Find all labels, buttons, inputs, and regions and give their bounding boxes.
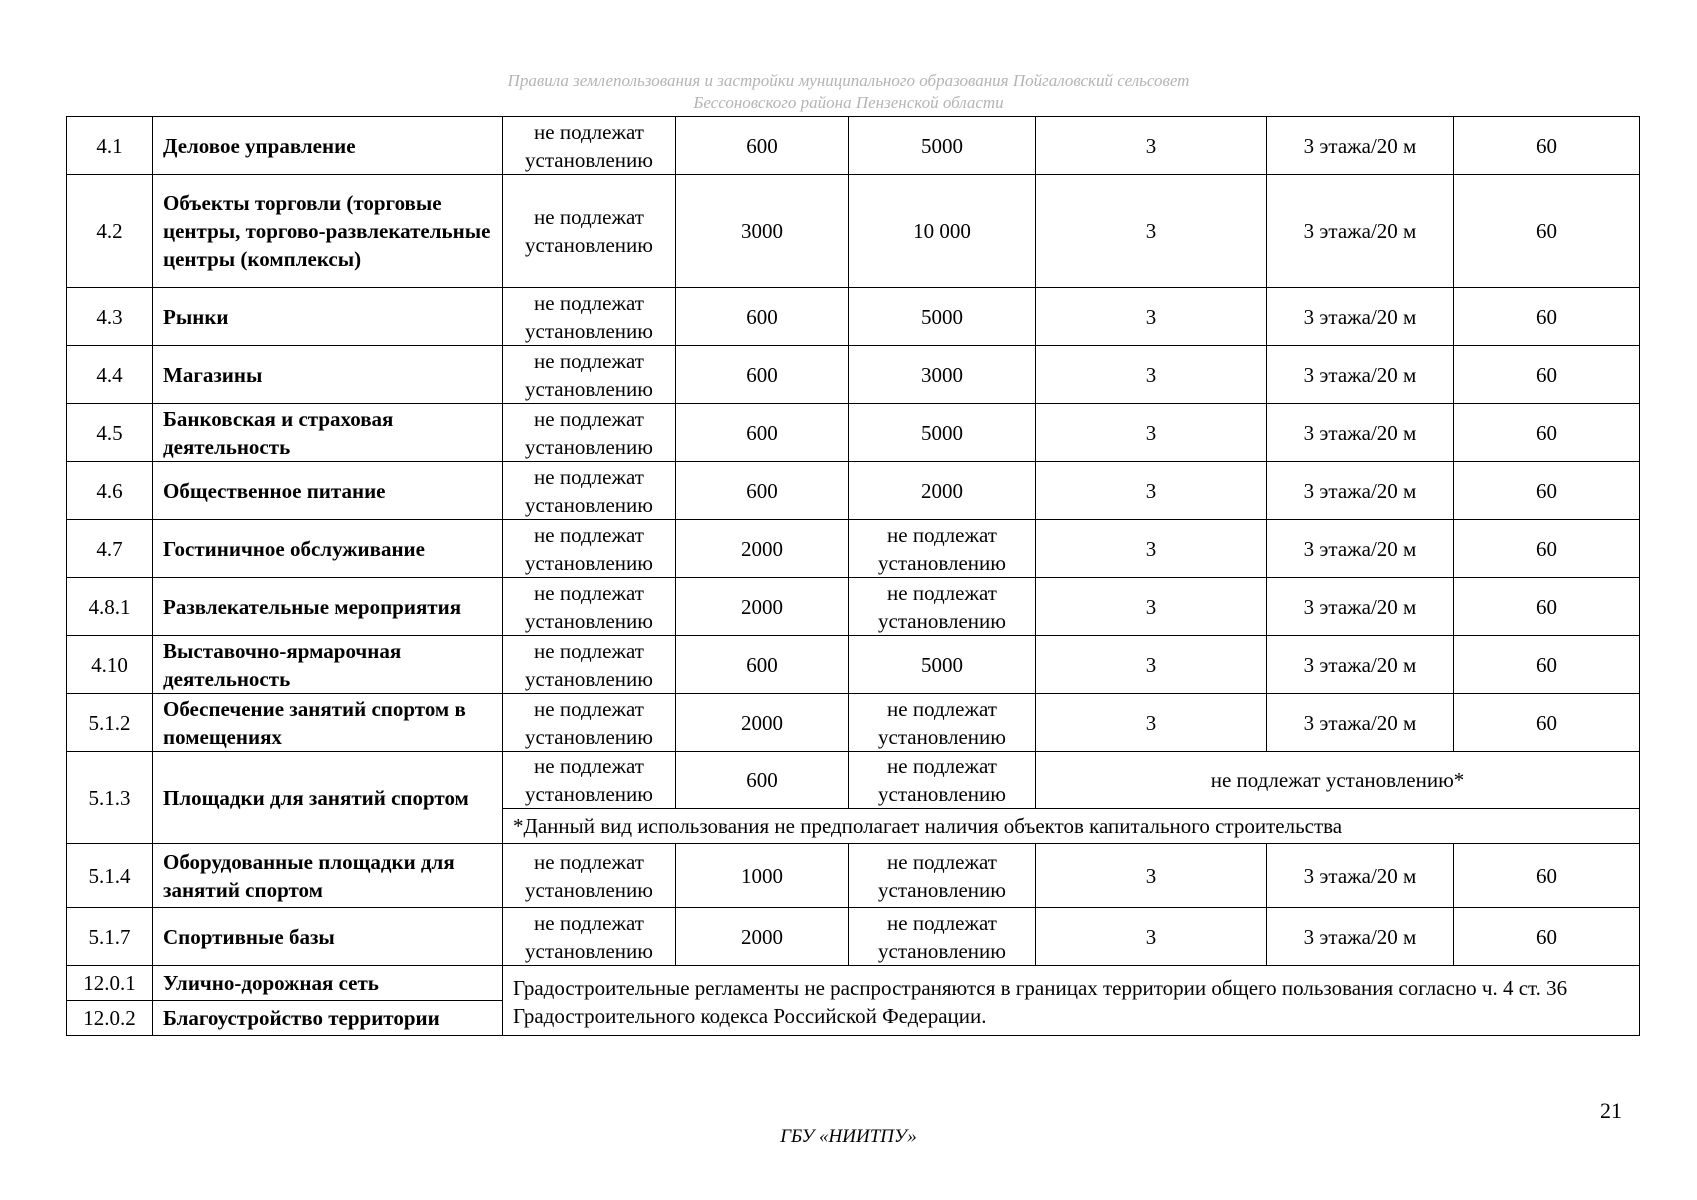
cell-value: 3 этажа/20 м <box>1267 462 1454 520</box>
cell-value: 3 этажа/20 м <box>1267 578 1454 636</box>
merged-cell: не подлежат установлению* <box>1036 752 1640 809</box>
cell-min-size: не подлежат установлению <box>503 578 676 636</box>
table-row <box>67 908 1640 966</box>
row-code: 5.1.7 <box>67 908 153 966</box>
cell-value: 1000 <box>676 844 849 908</box>
table-row <box>67 966 1640 1001</box>
table-row <box>67 578 1640 636</box>
cell-value: 3 <box>1036 578 1267 636</box>
row-code: 4.7 <box>67 520 153 578</box>
table-row <box>67 346 1640 404</box>
cell-value: 5000 <box>849 117 1036 175</box>
cell-value: 3 <box>1036 175 1267 288</box>
cell-value: 3 <box>1036 117 1267 175</box>
row-name: Благоустройство территории <box>153 1001 503 1036</box>
row-code: 4.10 <box>67 636 153 694</box>
cell-value: 60 <box>1454 636 1640 694</box>
cell-value: 600 <box>676 752 849 809</box>
regulation-note: Градостроительные регламенты не распространяются в границах территории общего пользования согласно ч. 4 ст. 36 Градостроительного кодекса Российской Федерации. <box>503 966 1640 1036</box>
cell-value: 10 000 <box>849 175 1036 288</box>
cell-value: 2000 <box>849 462 1036 520</box>
cell-value: 3 <box>1036 462 1267 520</box>
cell-value: 3 <box>1036 520 1267 578</box>
row-name: Улично-дорожная сеть <box>153 966 503 1001</box>
cell-value: не подлежат установлению <box>849 908 1036 966</box>
cell-value: 60 <box>1454 462 1640 520</box>
cell-value: не подлежат установлению <box>849 752 1036 809</box>
cell-value: 3 этажа/20 м <box>1267 520 1454 578</box>
cell-value: не подлежат установлению <box>849 844 1036 908</box>
row-code: 4.6 <box>67 462 153 520</box>
row-name: Гостиничное обслуживание <box>153 520 503 578</box>
row-name: Выставочно-ярмарочная деятельность <box>153 636 503 694</box>
cell-value: 2000 <box>676 578 849 636</box>
cell-value: 60 <box>1454 117 1640 175</box>
cell-value: 600 <box>676 462 849 520</box>
cell-value: 600 <box>676 636 849 694</box>
cell-value: 5000 <box>849 404 1036 462</box>
cell-min-size: не подлежат установлению <box>503 752 676 809</box>
cell-value: 3 этажа/20 м <box>1267 636 1454 694</box>
row-code: 5.1.2 <box>67 694 153 752</box>
cell-value: не подлежат установлению <box>849 578 1036 636</box>
row-name: Обеспечение занятий спортом в помещениях <box>153 694 503 752</box>
table-row <box>67 117 1640 175</box>
cell-value: 3 этажа/20 м <box>1267 844 1454 908</box>
table-row <box>67 288 1640 346</box>
cell-value: не подлежат установлению <box>849 520 1036 578</box>
row-name: Деловое управление <box>153 117 503 175</box>
cell-value: 60 <box>1454 346 1640 404</box>
cell-min-size: не подлежат установлению <box>503 520 676 578</box>
table-row <box>67 844 1640 908</box>
header-line-1: Правила землепользования и застройки муниципального образования Пойгаловский сельсовет <box>507 71 1190 90</box>
regulation-table <box>66 116 1640 1036</box>
cell-value: 3 этажа/20 м <box>1267 404 1454 462</box>
row-code: 5.1.4 <box>67 844 153 908</box>
cell-value: 60 <box>1454 520 1640 578</box>
cell-value: 3000 <box>676 175 849 288</box>
cell-value: 60 <box>1454 175 1640 288</box>
cell-value: 3 этажа/20 м <box>1267 694 1454 752</box>
cell-value: 3 <box>1036 694 1267 752</box>
cell-value: 2000 <box>676 908 849 966</box>
cell-min-size: не подлежат установлению <box>503 346 676 404</box>
row-code: 4.3 <box>67 288 153 346</box>
cell-min-size: не подлежат установлению <box>503 404 676 462</box>
footnote-cell: *Данный вид использования не предполагает наличия объектов капитального строительства <box>503 809 1640 844</box>
cell-min-size: не подлежат установлению <box>503 117 676 175</box>
cell-min-size: не подлежат установлению <box>503 908 676 966</box>
cell-value: 3 этажа/20 м <box>1267 117 1454 175</box>
cell-value: 60 <box>1454 844 1640 908</box>
cell-value: 600 <box>676 404 849 462</box>
cell-value: 3 этажа/20 м <box>1267 175 1454 288</box>
cell-value: 60 <box>1454 908 1640 966</box>
row-name: Объекты торговли (торговые центры, торгово-развлекательные центры (комплексы) <box>153 175 503 288</box>
header-line-2: Бессоновского района Пензенской области <box>693 93 1004 112</box>
cell-min-size: не подлежат установлению <box>503 462 676 520</box>
row-name: Спортивные базы <box>153 908 503 966</box>
cell-value: 5000 <box>849 288 1036 346</box>
row-code: 4.2 <box>67 175 153 288</box>
cell-min-size: не подлежат установлению <box>503 844 676 908</box>
row-name: Оборудованные площадки для занятий спортом <box>153 844 503 908</box>
cell-value: 60 <box>1454 404 1640 462</box>
table-row <box>67 520 1640 578</box>
row-name: Рынки <box>153 288 503 346</box>
cell-value: 3 этажа/20 м <box>1267 908 1454 966</box>
cell-value: 3 <box>1036 844 1267 908</box>
cell-min-size: не подлежат установлению <box>503 694 676 752</box>
page-number: 21 <box>1600 1098 1622 1123</box>
cell-value: 600 <box>676 288 849 346</box>
cell-value: 60 <box>1454 694 1640 752</box>
row-code: 4.5 <box>67 404 153 462</box>
cell-value: 60 <box>1454 288 1640 346</box>
row-code: 12.0.1 <box>67 966 153 1001</box>
row-code: 4.1 <box>67 117 153 175</box>
cell-value: 600 <box>676 346 849 404</box>
cell-value: 3 этажа/20 м <box>1267 288 1454 346</box>
cell-value: 3 <box>1036 908 1267 966</box>
page-footer: ГБУ «НИИТПУ» <box>780 1126 917 1147</box>
cell-value: 3000 <box>849 346 1036 404</box>
cell-value: 2000 <box>676 694 849 752</box>
cell-min-size: не подлежат установлению <box>503 175 676 288</box>
cell-value: 2000 <box>676 520 849 578</box>
row-name: Общественное питание <box>153 462 503 520</box>
table-row <box>67 752 1640 809</box>
row-code: 5.1.3 <box>67 752 153 844</box>
cell-value: 600 <box>676 117 849 175</box>
table-row <box>67 636 1640 694</box>
cell-value: 3 этажа/20 м <box>1267 346 1454 404</box>
cell-value: 3 <box>1036 404 1267 462</box>
row-name: Магазины <box>153 346 503 404</box>
row-name: Развлекательные мероприятия <box>153 578 503 636</box>
cell-value: 60 <box>1454 578 1640 636</box>
table-row <box>67 462 1640 520</box>
table-row <box>67 175 1640 288</box>
cell-value: 3 <box>1036 636 1267 694</box>
row-name: Банковская и страховая деятельность <box>153 404 503 462</box>
cell-min-size: не подлежат установлению <box>503 636 676 694</box>
row-code: 4.4 <box>67 346 153 404</box>
row-code: 12.0.2 <box>67 1001 153 1036</box>
cell-value: 3 <box>1036 346 1267 404</box>
table-row <box>67 404 1640 462</box>
cell-min-size: не подлежат установлению <box>503 288 676 346</box>
row-code: 4.8.1 <box>67 578 153 636</box>
row-name: Площадки для занятий спортом <box>153 752 503 844</box>
cell-value: 3 <box>1036 288 1267 346</box>
table-row <box>67 694 1640 752</box>
cell-value: 5000 <box>849 636 1036 694</box>
cell-value: не подлежат установлению <box>849 694 1036 752</box>
page-header <box>0 70 1697 114</box>
